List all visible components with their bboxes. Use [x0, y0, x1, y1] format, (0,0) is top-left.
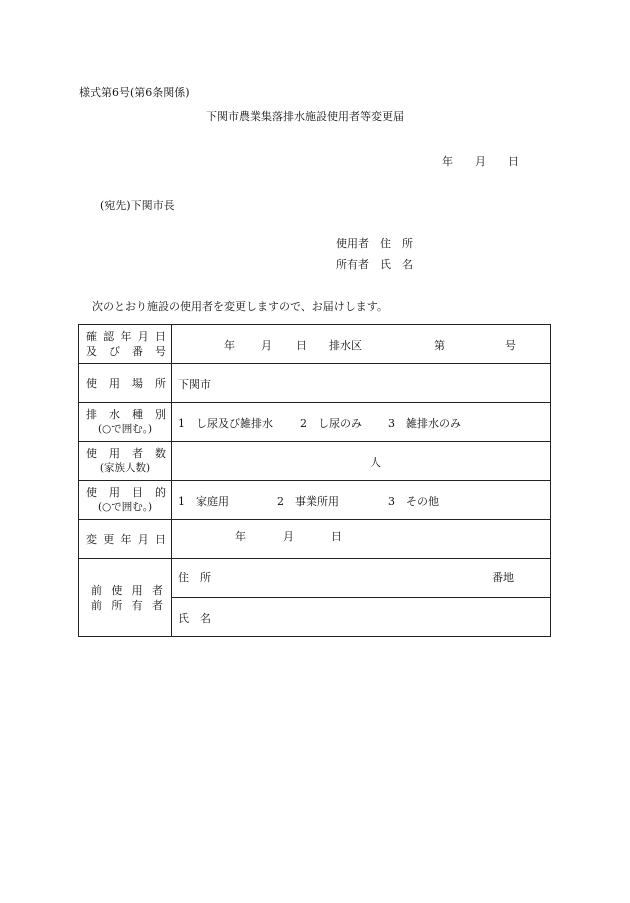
drainage-type-instruction: (○で囲む。) [97, 423, 153, 435]
previous-owner-name-cell[interactable] [172, 598, 551, 637]
change-date-label-cell [79, 520, 172, 559]
change-date-label: 変更年月日 [86, 532, 166, 546]
table-row [79, 403, 551, 442]
usage-purpose-value-cell [172, 481, 551, 520]
change-date-year: 年 [235, 530, 246, 543]
usage-location-label-cell [79, 364, 172, 403]
change-form-table [78, 324, 551, 637]
confirmation-year: 年 [224, 339, 235, 352]
confirmation-value-cell[interactable] [172, 325, 551, 364]
table-row [79, 442, 551, 481]
form-number: 様式第6号(第6条関係) [79, 86, 190, 99]
table-row [79, 325, 551, 364]
table-row [79, 520, 551, 559]
usage-location-value-cell[interactable] [172, 364, 551, 403]
previous-owner-label-cell [79, 559, 172, 637]
previous-owner-address-cell[interactable] [172, 559, 551, 598]
usage-location-value: 下関市 [178, 378, 211, 391]
user-count-sublabel: (家族人数) [99, 462, 151, 474]
applicant-address-label: 使用者 住 所 [336, 237, 413, 250]
document-title: 下関市農業集落排水施設使用者等変更届 [206, 110, 404, 123]
usage-purpose-instruction: (○で囲む。) [97, 501, 153, 513]
table-row [79, 481, 551, 520]
confirmation-label-cell [79, 325, 172, 364]
drainage-type-option-1[interactable]: 1 し尿及び雑排水 [178, 417, 273, 430]
drainage-district-label: 排水区 [329, 339, 362, 352]
previous-owner-label: 前所有者 [91, 598, 163, 612]
confirmation-day: 日 [296, 339, 307, 352]
applicant-name-label: 所有者 氏 名 [336, 258, 413, 271]
user-count-label-cell [79, 442, 172, 481]
submission-date[interactable]: 年 月 日 [442, 155, 519, 168]
drainage-type-label-cell [79, 403, 172, 442]
drainage-type-value-cell [172, 403, 551, 442]
banchi-label: 番地 [492, 571, 514, 584]
user-count-label: 使用者数 [86, 447, 166, 460]
previous-user-label: 前使用者 [91, 583, 163, 597]
change-date-month: 月 [283, 530, 294, 543]
confirmation-month: 月 [261, 339, 272, 352]
previous-owner-address-label: 住 所 [178, 571, 211, 584]
usage-purpose-option-3[interactable]: 3 その他 [388, 495, 439, 508]
change-date-value-cell[interactable] [172, 520, 551, 559]
change-date-day: 日 [331, 530, 342, 543]
user-count-unit: 人 [370, 456, 381, 469]
usage-purpose-label: 使用目的 [86, 486, 166, 499]
table-row [79, 364, 551, 403]
usage-purpose-option-2[interactable]: 2 事業所用 [277, 495, 339, 508]
number-prefix: 第 [434, 339, 445, 352]
notice-text: 次のとおり施設の使用者を変更しますので、お届けします。 [92, 300, 388, 313]
drainage-type-option-3[interactable]: 3 雑排水のみ [388, 417, 461, 430]
table-row [79, 559, 551, 598]
drainage-type-option-2[interactable]: 2 し尿のみ [300, 417, 362, 430]
user-count-value-cell[interactable] [172, 442, 551, 481]
previous-owner-name-label: 氏 名 [178, 612, 211, 625]
number-suffix: 号 [505, 339, 516, 352]
drainage-type-label: 排水種別 [86, 408, 166, 421]
confirmation-label-line2: 及び番号 [86, 345, 166, 358]
addressee: (宛先)下関市長 [100, 199, 175, 212]
confirmation-label-line1: 確認年月日 [86, 330, 166, 343]
usage-purpose-option-1[interactable]: 1 家庭用 [178, 495, 229, 508]
usage-purpose-label-cell [79, 481, 172, 520]
usage-location-label: 使用場所 [86, 376, 166, 390]
